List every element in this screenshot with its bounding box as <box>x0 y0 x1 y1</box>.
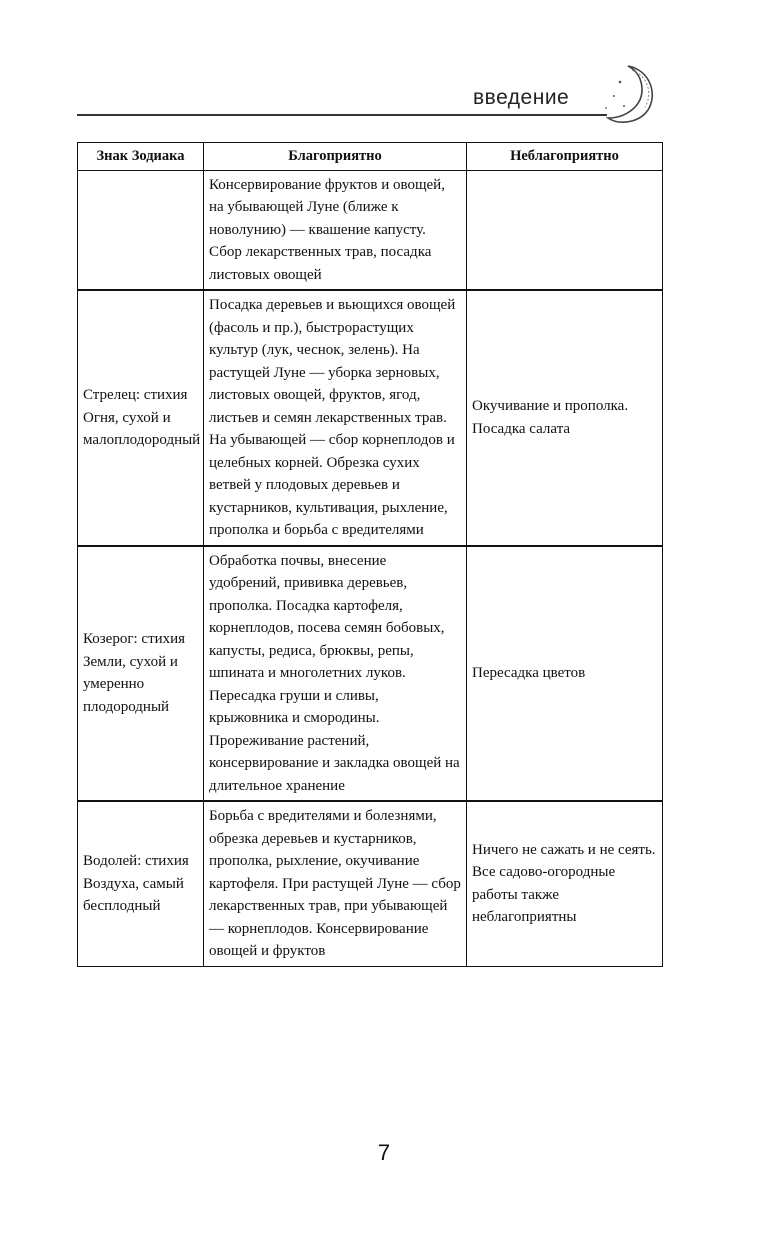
sign-cell: Козерог: стихия Земли, сухой и умеренно плодородный <box>78 546 204 802</box>
moon-ornament-icon <box>598 60 666 128</box>
column-header-favorable: Благоприятно <box>204 143 467 171</box>
table-row-continuation <box>78 170 663 290</box>
favorable-cell: Посадка деревьев и вьющихся овощей (фасоль и пр.), быстрорастущих культур (лук, чеснок, зелень). На растущей Луне — уборка зерновых, листовых овощей, фруктов, ягод, листьев и семян лекарственных трав. На убывающей — сбор корнеплодов и целебных корней. Обрезка сухих ветвей у плодовых деревьев и кустарников, культивация, рыхление, прополка и борьба с вредителями <box>204 290 467 546</box>
table-row-aquarius <box>78 801 663 966</box>
section-title: введение <box>473 86 570 109</box>
column-header-unfavorable: Неблагоприятно <box>467 143 663 171</box>
column-header-sign: Знак Зодиака <box>78 143 204 171</box>
favorable-cell: Обработка почвы, внесение удобрений, прививка деревьев, прополка. Посадка картофеля, корнеплодов, посева семян бобовых, капусты, редиса, брюквы, репы, шпината и многолетних луков. Пересадка груши и сливы, крыжовника и смородины. Прореживание растений, консервирование и закладка овощей на длительное хранение <box>204 546 467 802</box>
sign-cell: Стрелец: стихия Огня, сухой и малоплодородный <box>78 290 204 546</box>
zodiac-table <box>77 142 663 967</box>
page-header <box>0 0 768 130</box>
table-row-sagittarius <box>78 290 663 546</box>
page-number: 7 <box>377 1140 391 1165</box>
sign-cell <box>78 170 204 290</box>
table-row-capricorn <box>78 546 663 802</box>
unfavorable-cell: Ничего не сажать и не сеять. Все садово-огородные работы также неблагоприятны <box>467 801 663 966</box>
header-rule <box>77 114 607 116</box>
unfavorable-cell: Окучивание и прополка. Посадка салата <box>467 290 663 546</box>
favorable-cell: Консервирование фруктов и овощей, на убывающей Луне (ближе к новолунию) — квашение капусту. Сбор лекарственных трав, посадка листовых овощей <box>204 170 467 290</box>
unfavorable-cell <box>467 170 663 290</box>
favorable-cell: Борьба с вредителями и болезнями, обрезка деревьев и кустарников, прополка, рыхление, окучивание картофеля. При растущей Луне — сбор лекарственных трав, при убывающей — корнеплодов. Консервирование овощей и фруктов <box>204 801 467 966</box>
sign-cell: Водолей: стихия Воздуха, самый бесплодный <box>78 801 204 966</box>
table-header-row <box>78 143 663 171</box>
unfavorable-cell: Пересадка цветов <box>467 546 663 802</box>
